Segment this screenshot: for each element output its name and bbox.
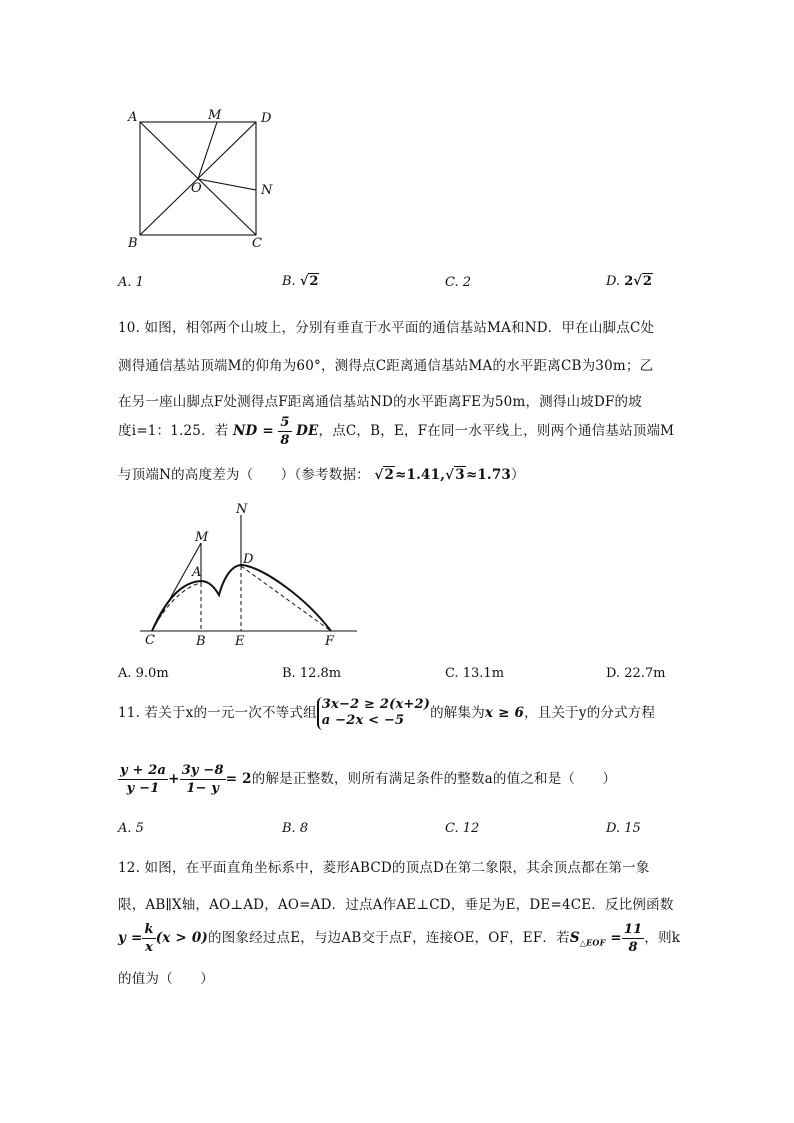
q11-line-2 (118, 764, 616, 795)
sqrt-expression: √2 (299, 274, 319, 289)
fraction-denominator: y −1 (126, 781, 160, 796)
label-b: B (196, 634, 206, 649)
q10-line-4 (118, 416, 674, 447)
ratio-rhs: DE (296, 423, 319, 439)
fraction-numerator: k (144, 922, 154, 937)
q11-option-d[interactable]: D. 15 (606, 821, 641, 836)
fraction-denominator: 8 (628, 940, 638, 955)
fraction-denominator: x (145, 940, 154, 955)
label-c: C (252, 236, 262, 251)
sqrt-expression: √3 (445, 467, 465, 483)
area-equals: = (605, 930, 622, 946)
q9-option-d-coef: 2 (624, 274, 634, 289)
sqrt-radicand: 2 (384, 467, 395, 483)
area-fraction (622, 923, 645, 954)
q12-line-1: 12. 如图，在平面直角坐标系中，菱形ABCD的顶点D在第二象限，其余顶点都在第一象 (118, 860, 650, 876)
inequality-2: a −2x < −5 (321, 713, 405, 729)
inequality-system (317, 697, 430, 730)
sqrt-radicand: 3 (455, 467, 465, 483)
q11-option-a[interactable]: A. 5 (118, 821, 144, 836)
fraction-numerator: 11 (623, 922, 643, 937)
q10-option-d[interactable]: D. 22.7m (606, 666, 666, 681)
slope-dashed-left (152, 583, 201, 631)
q12-line-4: 的值为（ ） (118, 971, 214, 987)
figure-square-abcd (120, 100, 290, 255)
q9-option-c[interactable]: C. 2 (445, 275, 472, 290)
fraction-numerator: 3y −8 (181, 763, 224, 778)
q9-option-a[interactable]: A. 1 (118, 275, 144, 290)
fraction-1 (118, 764, 168, 795)
q12-line-2: 限，AB∥X轴，AO⊥AD，AO=AD．过点A作AE⊥CD，垂足为E，DE=4CE．反比例函数 (118, 897, 674, 913)
label-m: M (195, 530, 209, 545)
label-e: E (235, 634, 245, 649)
sqrt-expression: √2 (374, 467, 395, 483)
q12-line-3 (118, 923, 680, 954)
area-subscript: △EOF (579, 937, 606, 948)
solution-set: x ≥ 6 (484, 704, 525, 721)
q11-option-c[interactable]: C. 12 (445, 821, 480, 836)
q10-line-5-close: ） (511, 467, 525, 483)
q9-option-d-prefix: D. (606, 274, 621, 289)
ratio-lhs: ND = (232, 423, 274, 439)
label-n: N (261, 183, 273, 198)
q11-option-b[interactable]: B. 8 (282, 821, 309, 836)
segment-om (198, 122, 217, 179)
q11-post: ，且关于y的分式方程 (524, 704, 656, 721)
q10-option-c[interactable]: C. 13.1m (445, 666, 505, 681)
label-d: D (261, 111, 272, 126)
label-m: M (208, 108, 222, 123)
q12-line-3-post: ，则k (644, 930, 681, 946)
label-b: B (128, 236, 138, 251)
label-f: F (325, 634, 335, 649)
q9-option-b[interactable] (282, 274, 319, 289)
label-c: C (145, 633, 155, 648)
q9-option-b-prefix: B. (282, 274, 296, 289)
fraction-denominator: 1− y (186, 781, 220, 796)
fraction-numerator: y + 2a (120, 763, 167, 778)
sqrt-radicand: 2 (642, 274, 652, 289)
q9-option-d[interactable] (606, 274, 653, 289)
inequality-1: 3x−2 ≥ 2(x+2) (321, 697, 431, 712)
fraction-numerator: 5 (280, 415, 290, 430)
segment-on (198, 179, 256, 190)
q11-pre: 11. 若关于x的一元一次不等式组 (118, 704, 317, 721)
q10-line-4-post: ，点C，B，E，F在同一水平线上，则两个通信基站顶端M (318, 423, 675, 439)
q10-line-5-pre: 与顶端N的高度差为（ ）（参考数据： (118, 467, 370, 483)
q11-line-1 (118, 697, 655, 730)
label-a: A (192, 565, 202, 580)
q10-option-a[interactable]: A. 9.0m (118, 666, 169, 681)
ratio-fraction (278, 416, 291, 447)
area-symbol: S (569, 930, 580, 946)
figure-hills-towers (135, 502, 365, 652)
slope-dashed-right (241, 566, 331, 631)
function-y: y = (118, 930, 143, 946)
q11-tail: 的解是正整数，则所有满足条件的整数a的值之和是（ ） (251, 771, 617, 787)
approx-value: ≈1.41, (395, 467, 446, 483)
label-o: O (191, 181, 202, 196)
q10-line-2: 测得通信基站顶端M的仰角为60°，测得点C距离通信基站MA的水平距离CB为30m；乙 (118, 358, 654, 374)
approx-value: ≈1.73 (465, 467, 512, 483)
function-fraction (142, 923, 155, 954)
q10-line-4-pre: 度i=1：1.25．若 (118, 423, 229, 439)
q10-line-3: 在另一座山脚点F处测得点F距离通信基站ND的水平距离FE为50m，测得山坡DF的坡 (118, 394, 642, 410)
equals-two: = 2 (225, 771, 252, 787)
q12-line-3-mid: 的图象经过点E，与边AB交于点F，连接OE，OF，EF．若 (208, 930, 570, 946)
q10-line-1: 10. 如图，相邻两个山坡上，分别有垂直于水平面的通信基站MA和ND．甲在山脚点C处 (118, 320, 655, 336)
plus-sign: + (168, 771, 180, 787)
fraction-2 (180, 764, 226, 795)
label-a: A (128, 110, 138, 125)
fraction-denominator: 8 (280, 433, 290, 448)
q10-option-b[interactable]: B. 12.8m (282, 666, 342, 681)
q10-line-5 (118, 463, 525, 483)
label-d: D (243, 552, 254, 567)
sqrt-expression: √2 (633, 274, 652, 289)
domain-condition: (x > 0) (155, 930, 209, 946)
label-n: N (236, 502, 248, 517)
sqrt-radicand: 2 (309, 274, 319, 289)
q11-mid: 的解集为 (430, 704, 485, 721)
